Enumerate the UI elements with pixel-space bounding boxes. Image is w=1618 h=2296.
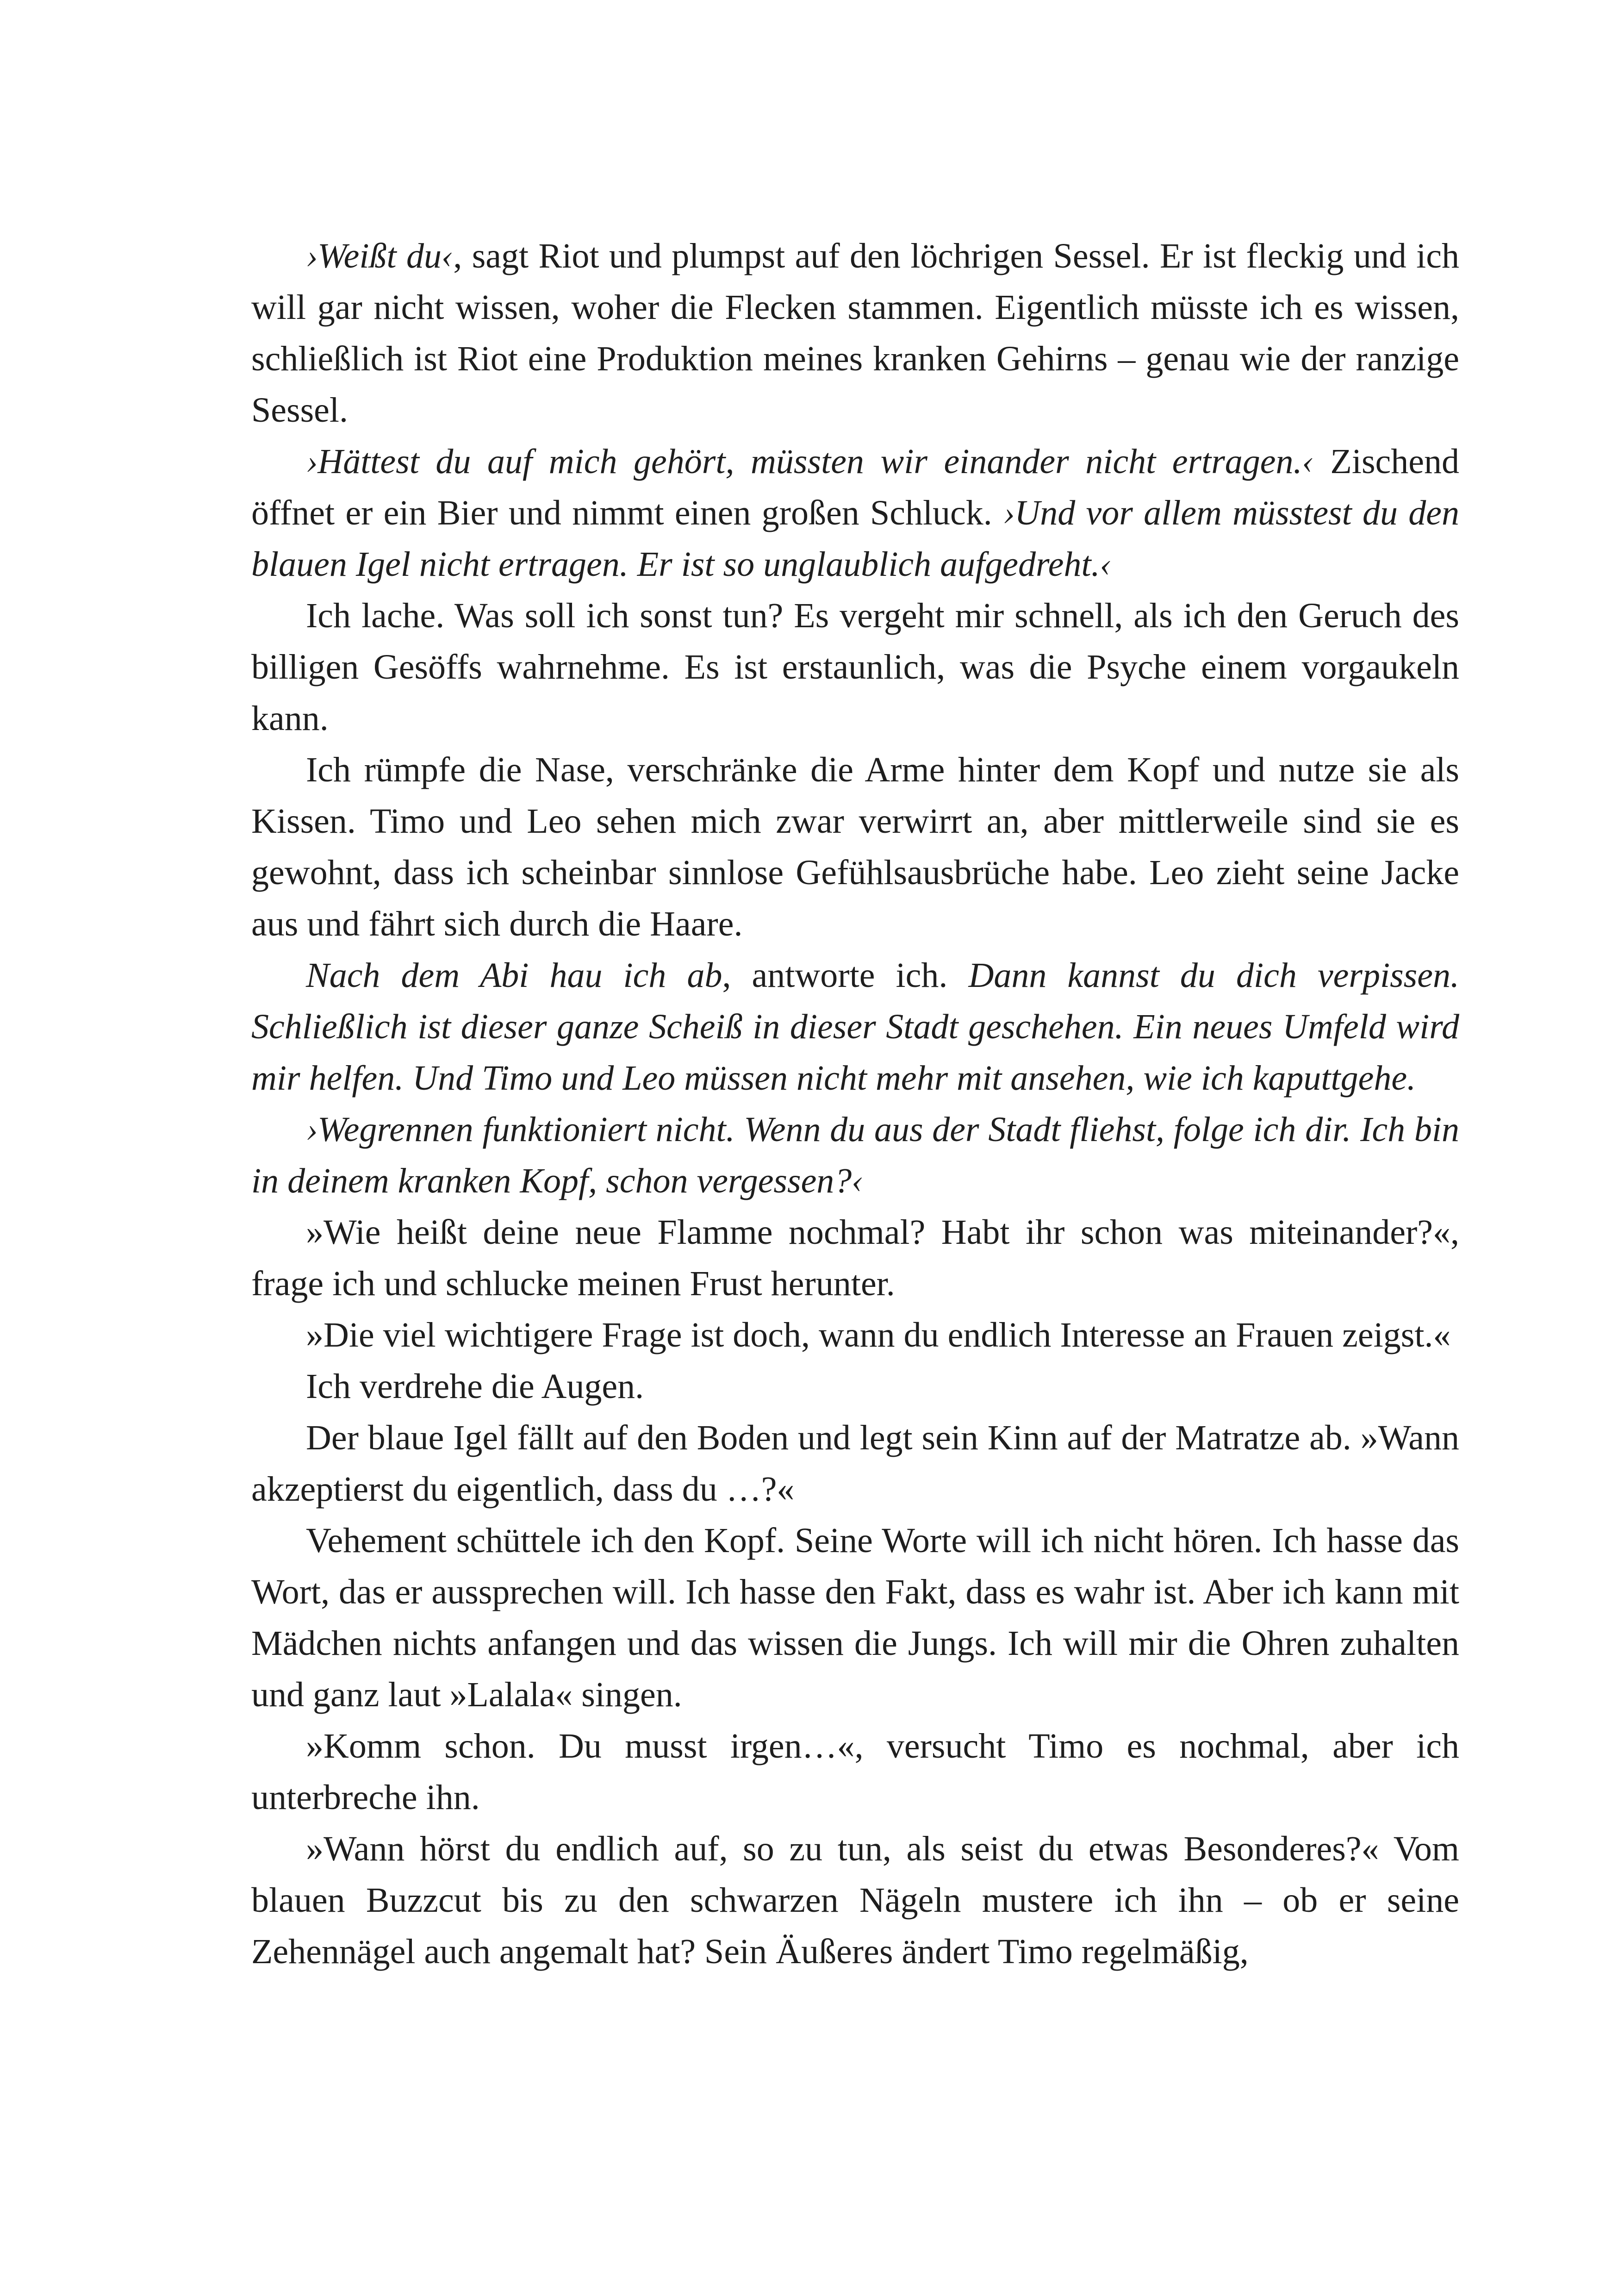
text-run: »Wann hörst du endlich auf, so zu tun, als seist du etwas Besonderes?« Vom blauen Buzzcut bis zu den schwarzen Nägeln mustere ich ihn – ob er seine Zehennägel auch angemalt hat? Sein Äußeres ändert Timo regelmäßig, [251,1829,1459,1971]
italic-text-run: ›Hättest du auf mich gehört, müssten wir einander nicht ertragen.‹ [306,442,1314,481]
text-run: Der blaue Igel fällt auf den Boden und legt sein Kinn auf der Matratze ab. »Wann akzeptierst du eigentlich, dass du …?« [251,1418,1459,1509]
paragraph [251,1823,1459,1978]
text-run: »Die viel wichtigere Frage ist doch, wann du endlich Interesse an Frauen zeigst.« [306,1316,1451,1354]
text-run: , sagt Riot und plumpst auf den löchrigen Sessel. Er ist fleckig und ich will gar nicht wissen, woher die Flecken stammen. Eigentlich müsste ich es wissen, schließlich ist Riot eine Produktion meines kranken Gehirns – genau wie der ranzige Sessel. [251,237,1460,430]
text-run: »Komm schon. Du musst irgen…«, versucht Timo es nochmal, aber ich unterbreche ihn. [251,1727,1459,1817]
text-run: Zischend öffnet er ein Bier und nimmt einen großen Schluck. [251,442,1459,532]
text-run: Vehement schüttele ich den Kopf. Seine Worte will ich nicht hören. Ich hasse das Wort, das er aussprechen will. Ich hasse den Fakt, dass es wahr ist. Aber ich kann mit Mädchen nichts anfangen und das wissen die Jungs. Ich will mir die Ohren zuhalten und ganz laut »Lalala« singen. [251,1521,1459,1714]
paragraph [251,1310,1459,1361]
text-run: Ich rümpfe die Nase, verschränke die Arme hinter dem Kopf und nutze sie als Kissen. Timo und Leo sehen mich zwar verwirrt an, aber mittlerweile sind sie es gewohnt, dass ich scheinbar sinnlose Gefühlsausbrüche habe. Leo zieht seine Jacke aus und fährt sich durch die Haare. [251,750,1459,943]
paragraph [251,950,1459,1104]
italic-text-run: ›Wegrennen funktioniert nicht. Wenn du aus der Stadt fliehst, folge ich dir. Ich bin in deinem kranken Kopf, schon vergessen?‹ [251,1110,1459,1200]
italic-text-run: Dann kannst du dich verpissen. Schließlich ist dieser ganze Scheiß in dieser Stadt geschehen. Ein neues Umfeld wird mir helfen. Und Timo und Leo müssen nicht mehr mit ansehen, wie ich kaputtgehe. [251,956,1459,1098]
paragraph [251,1104,1459,1207]
paragraph [251,436,1459,590]
paragraph [251,744,1459,950]
paragraph [251,231,1459,436]
italic-text-run: ›Weißt du‹ [306,237,454,275]
italic-text-run: ›Und vor allem müsstest du den blauen Igel nicht ertragen. Er ist so unglaublich aufgedreht.‹ [251,493,1459,584]
text-run: , antworte ich. [722,956,969,995]
paragraph [251,1207,1459,1310]
paragraph [251,1721,1459,1823]
paragraph [251,1412,1459,1515]
text-run: »Wie heißt deine neue Flamme nochmal? Habt ihr schon was miteinander?«, frage ich und schlucke meinen Frust herunter. [251,1213,1459,1303]
text-run: Ich lache. Was soll ich sonst tun? Es vergeht mir schnell, als ich den Geruch des billigen Gesöffs wahrnehme. Es ist erstaunlich, was die Psyche einem vorgaukeln kann. [251,596,1459,738]
italic-text-run: Nach dem Abi hau ich ab [306,956,722,995]
paragraph [251,1361,1459,1412]
paragraph [251,590,1459,744]
body-text [251,231,1459,1978]
text-run: Ich verdrehe die Augen. [306,1367,644,1406]
paragraph [251,1515,1459,1721]
